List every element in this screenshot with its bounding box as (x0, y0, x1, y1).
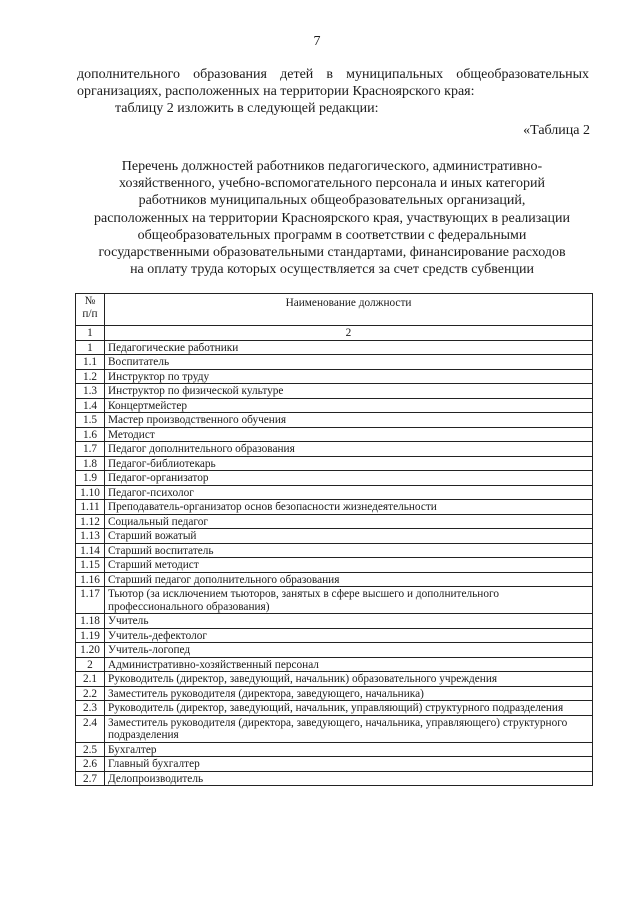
row-name-cell: Руководитель (директор, заведующий, начальник) образовательного учреждения (105, 672, 593, 687)
table-row (76, 500, 593, 515)
row-name-cell: Педагог-библиотекарь (105, 456, 593, 471)
table-row (76, 572, 593, 587)
row-name-cell: Делопроизводитель (105, 771, 593, 786)
row-name-cell: Старший вожатый (105, 529, 593, 544)
table-row (76, 628, 593, 643)
row-number-cell: 1.13 (76, 529, 105, 544)
row-name-cell: Заместитель руководителя (директора, заведующего, начальника) (105, 686, 593, 701)
table-row (76, 514, 593, 529)
row-name-cell: Инструктор по физической культуре (105, 384, 593, 399)
table-row (76, 558, 593, 573)
row-name-cell: Учитель-дефектолог (105, 628, 593, 643)
row-name-cell: Бухгалтер (105, 742, 593, 757)
row-number-cell: 2.4 (76, 715, 105, 742)
row-number-cell: 1.7 (76, 442, 105, 457)
row-name-cell: Главный бухгалтер (105, 757, 593, 772)
row-name-cell: Учитель-логопед (105, 643, 593, 658)
row-number-cell: 1.4 (76, 398, 105, 413)
table-row (76, 471, 593, 486)
caption-line: хозяйственного, учебно-вспомогательного персонала и иных категорий (119, 176, 545, 192)
row-number-cell: 2.2 (76, 686, 105, 701)
row-number-cell: 1.18 (76, 614, 105, 629)
row-number-cell: 2.3 (76, 701, 105, 716)
table-row (76, 529, 593, 544)
row-number-cell: 1.17 (76, 587, 105, 614)
table-row (76, 742, 593, 757)
row-name-cell: Концертмейстер (105, 398, 593, 413)
positions-table-body (76, 294, 593, 786)
table-row (76, 398, 593, 413)
header-num-cell: № п/п (76, 294, 105, 326)
row-number-cell: 1.12 (76, 514, 105, 529)
table-row (76, 771, 593, 786)
intro-text (77, 66, 589, 117)
table-row (76, 456, 593, 471)
table-row (76, 384, 593, 399)
table-row (76, 340, 593, 355)
row-number-cell: 1.11 (76, 500, 105, 515)
table-row (76, 672, 593, 687)
column-number-cell: 1 (76, 326, 105, 341)
table-row (76, 369, 593, 384)
row-name-cell: Мастер производственного обучения (105, 413, 593, 428)
row-number-cell: 1.5 (76, 413, 105, 428)
row-number-cell: 1.16 (76, 572, 105, 587)
caption-line: государственными образовательными стандартами, финансирование расходов (98, 245, 566, 261)
row-number-cell: 2.1 (76, 672, 105, 687)
row-name-cell: Тьютор (за исключением тьюторов, занятых в сфере высшего и дополнительного профессионального образования) (105, 587, 593, 614)
row-name-cell: Преподаватель-организатор основ безопасности жизнедеятельности (105, 500, 593, 515)
row-name-cell: Воспитатель (105, 355, 593, 370)
row-number-cell: 1.1 (76, 355, 105, 370)
caption-line: Перечень должностей работников педагогического, административно- (121, 159, 543, 174)
row-number-cell: 1.8 (76, 456, 105, 471)
intro-line: дополнительного образования детей в муниципальных общеобразовательных (77, 67, 589, 82)
table-row (76, 442, 593, 457)
row-name-cell: Заместитель руководителя (директора, заведующего, начальника, управляющего) структурного подразделения (105, 715, 593, 742)
header-name-cell: Наименование должности (105, 294, 593, 326)
column-number-cell: 2 (105, 326, 593, 341)
positions-table (75, 293, 593, 786)
caption-line: расположенных на территории Красноярского края, участвующих в реализации (94, 210, 570, 226)
row-number-cell: 1.15 (76, 558, 105, 573)
row-name-cell: Административно-хозяйственный персонал (105, 657, 593, 672)
row-number-cell: 1.2 (76, 369, 105, 384)
row-number-cell: 1.14 (76, 543, 105, 558)
table-row (76, 701, 593, 716)
row-number-cell: 2.7 (76, 771, 105, 786)
row-number-cell: 2.6 (76, 757, 105, 772)
table-row (76, 427, 593, 442)
table-row (76, 757, 593, 772)
caption-line: работников муниципальных общеобразовательных организаций, (138, 193, 526, 209)
page-number: 7 (313, 34, 321, 49)
table-row (76, 657, 593, 672)
intro-line: таблицу 2 изложить в следующей редакции: (115, 101, 379, 116)
table-row (76, 587, 593, 614)
row-name-cell: Методист (105, 427, 593, 442)
row-name-cell: Педагог-психолог (105, 485, 593, 500)
intro-line: организациях, расположенных на территории Красноярского края: (77, 84, 475, 99)
table-row (76, 614, 593, 629)
table-header-row (76, 294, 593, 326)
row-number-cell: 2.5 (76, 742, 105, 757)
row-name-cell: Руководитель (директор, заведующий, начальник, управляющий) структурного подразделения (105, 701, 593, 716)
row-name-cell: Старший методист (105, 558, 593, 573)
table-row (76, 485, 593, 500)
row-number-cell: 1.6 (76, 427, 105, 442)
row-number-cell: 1.3 (76, 384, 105, 399)
caption-line: на оплату труда которых осуществляется за счет средств субвенции (130, 262, 534, 278)
table-row (76, 643, 593, 658)
row-name-cell: Педагог-организатор (105, 471, 593, 486)
table-row (76, 715, 593, 742)
row-number-cell: 1.20 (76, 643, 105, 658)
table-row (76, 686, 593, 701)
row-name-cell: Старший воспитатель (105, 543, 593, 558)
row-name-cell: Учитель (105, 614, 593, 629)
table-row (76, 413, 593, 428)
row-number-cell: 2 (76, 657, 105, 672)
row-number-cell: 1.19 (76, 628, 105, 643)
row-number-cell: 1.10 (76, 485, 105, 500)
table-row (76, 543, 593, 558)
table-row (76, 355, 593, 370)
caption-line: общеобразовательных программ в соответствии с федеральными (137, 227, 527, 243)
row-name-cell: Педагог дополнительного образования (105, 442, 593, 457)
column-number-row (76, 326, 593, 341)
row-name-cell: Педагогические работники (105, 340, 593, 355)
table-label: «Таблица 2 (523, 123, 590, 138)
row-name-cell: Социальный педагог (105, 514, 593, 529)
row-name-cell: Инструктор по труду (105, 369, 593, 384)
table-caption (70, 158, 594, 278)
row-number-cell: 1.9 (76, 471, 105, 486)
row-name-cell: Старший педагог дополнительного образования (105, 572, 593, 587)
row-number-cell: 1 (76, 340, 105, 355)
